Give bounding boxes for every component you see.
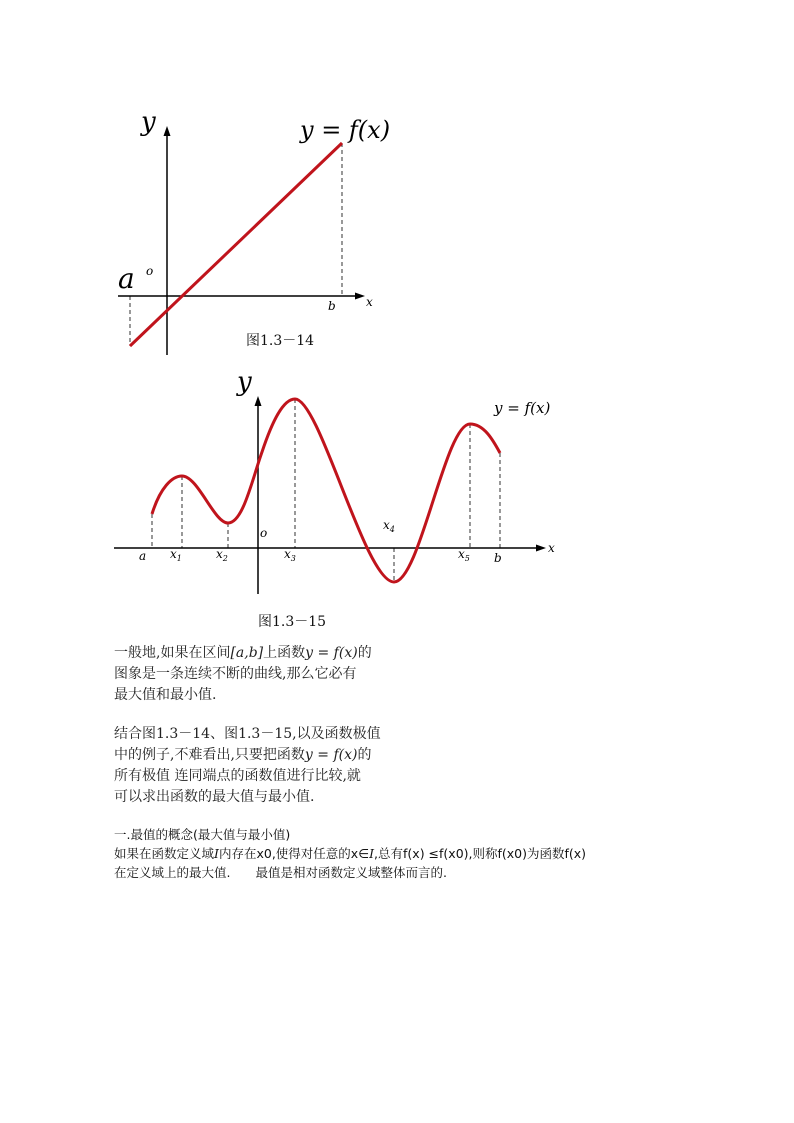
fig1-function-label: y = f(x) xyxy=(300,116,391,144)
function-math: y = f(x) xyxy=(304,747,358,763)
fig1-y-label: y xyxy=(141,107,156,137)
paragraph-2: 结合图1.3－14、图1.3－15,以及函数极值 中的例子,不难看出,只要把函数y = f(x)的 所有极值 连同端点的函数值进行比较,就 可以求出函数的最大值与最小值. xyxy=(114,726,381,805)
fig2-point-x4: $x_4$ xyxy=(383,518,395,534)
fig2-point-x1: $x_1$ xyxy=(170,547,182,563)
fig2-point-a: a xyxy=(139,549,147,563)
interval-math: [a,b] xyxy=(230,645,264,661)
fig1-a-label: a xyxy=(118,262,135,295)
fig2-function-label: y = f(x) xyxy=(494,399,551,417)
fig2-y-arrow xyxy=(255,396,262,406)
fig2-point-x5: $x_5$ xyxy=(458,547,470,563)
fig2-caption: 图1.3－15 xyxy=(258,614,327,630)
definition-heading: 一.最值的概念(最大值与最小值) xyxy=(114,827,291,842)
definition-line-1: 如果在函数定义域I内存在x0,使得对任意的x∈I,总有f(x) ≤f(x0),则称f(x0)为函数f(x) xyxy=(114,846,587,861)
fig1-b-label: b xyxy=(328,299,336,313)
fig2-function-curve xyxy=(152,399,500,582)
fig2-point-b: b xyxy=(494,551,502,565)
fig2-y-label: y xyxy=(237,367,252,397)
fig2-origin-label: o xyxy=(260,526,268,540)
function-math: y = f(x) xyxy=(305,645,358,661)
fig2-point-x2: $x_2$ xyxy=(216,547,228,563)
fig1-caption: 图1.3－14 xyxy=(246,333,315,349)
definition-line-2: 在定义域上的最大值. 最值是相对函数定义域整体而言的. xyxy=(114,865,447,880)
fig2-point-x3: $x_3$ xyxy=(284,547,296,563)
fig2-x-label: x xyxy=(548,541,555,555)
paragraph-1: 一般地,如果在区间[a,b]上函数y = f(x)的 图象是一条连续不断的曲线,那么它必有 最大值和最小值. xyxy=(114,645,372,703)
fig2-x-arrow xyxy=(536,545,546,552)
fig1-origin-label: o xyxy=(146,264,154,278)
fig1-x-label: x xyxy=(366,295,373,309)
